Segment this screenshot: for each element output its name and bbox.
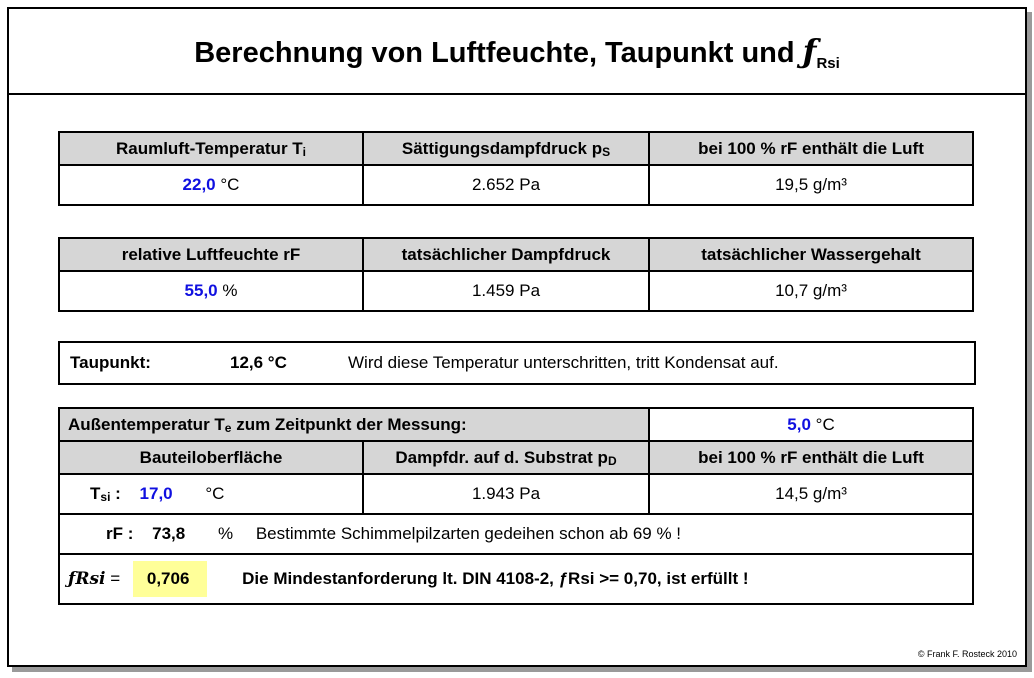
external-temp-value[interactable]: 5,0: [787, 414, 811, 434]
header-actual-pressure: tatsächlicher Dampfdruck: [363, 238, 649, 271]
surface-temp-value: 17,0: [139, 484, 173, 503]
dew-point-label: Taupunkt:: [70, 353, 151, 372]
page-title: [194, 32, 840, 70]
dew-point-value: 12,6 °C: [230, 353, 287, 372]
header-relative-humidity: relative Luftfeuchte rF: [59, 238, 363, 271]
title-f-sub: Rsi: [816, 55, 840, 72]
header-air-capacity: bei 100 % rF enthält die Luft: [649, 132, 973, 165]
frsi-note: Die Mindestanforderung lt. DIN 4108-2, ƒRsi >= 0,70, ist erfüllt !: [242, 569, 749, 588]
external-temp-cell[interactable]: 5,0 °C: [649, 408, 973, 441]
surface-rf-row: rF : 73,8 % Bestimmte Schimmelpilzarten gedeihen schon ab 69 % !: [59, 514, 973, 554]
surface-temp-cell: $T_{si}$ : 17,0 °C: [59, 474, 363, 514]
title-bar: [9, 9, 1025, 95]
actual-pressure-value: 1.459 Pa: [363, 271, 649, 311]
header-saturation-pressure: Sättigungsdampfdruck $p_S$: [363, 132, 649, 165]
external-temp-label: Außentemperatur $T_e$ zum Zeitpunkt der Messung:: [59, 408, 649, 441]
relative-humidity-value[interactable]: 55,0: [184, 281, 218, 300]
substrate-pressure-value: 1.943 Pa: [363, 474, 649, 514]
title-text: Berechnung von Luftfeuchte, Taupunkt und: [194, 37, 795, 69]
frsi-row: ƒRsi = 0,706 Die Mindestanforderung lt. DIN 4108-2, ƒRsi >= 0,70, ist erfüllt !: [59, 554, 973, 604]
room-temp-cell[interactable]: 22,0 °C: [59, 165, 363, 205]
header-surface: Bauteiloberfläche: [59, 441, 363, 474]
title-f-symbol: ƒ: [802, 32, 817, 70]
header-water-content: tatsächlicher Wassergehalt: [649, 238, 973, 271]
humidity-table: [58, 237, 974, 312]
mold-note: Bestimmte Schimmelpilzarten gedeihen schon ab 69 % !: [255, 524, 682, 543]
room-temp-value[interactable]: 22,0: [182, 175, 216, 194]
sheet-frame: [7, 7, 1027, 667]
dew-point-description: Wird diese Temperatur unterschritten, tritt Kondensat auf.: [348, 353, 779, 372]
air-capacity-value: 19,5 g/m³: [649, 165, 973, 205]
surface-rf-value: 73,8: [152, 524, 186, 543]
water-content-value: 10,7 g/m³: [649, 271, 973, 311]
surface-air-capacity-value: 14,5 g/m³: [649, 474, 973, 514]
header-substrate-pressure: Dampfdr. auf d. Substrat $p_D$: [363, 441, 649, 474]
dew-point-row: [58, 341, 976, 385]
room-air-table: [58, 131, 974, 206]
header-surface-air-capacity: bei 100 % rF enthält die Luft: [649, 441, 973, 474]
relative-humidity-cell[interactable]: 55,0 %: [59, 271, 363, 311]
copyright: © Frank F. Rosteck 2010: [917, 649, 1017, 659]
surface-table: [58, 407, 974, 605]
saturation-pressure-value: 2.652 Pa: [363, 165, 649, 205]
header-room-temp: Raumluft-Temperatur $T_i$: [59, 132, 363, 165]
frsi-value: 0,706: [133, 561, 208, 597]
